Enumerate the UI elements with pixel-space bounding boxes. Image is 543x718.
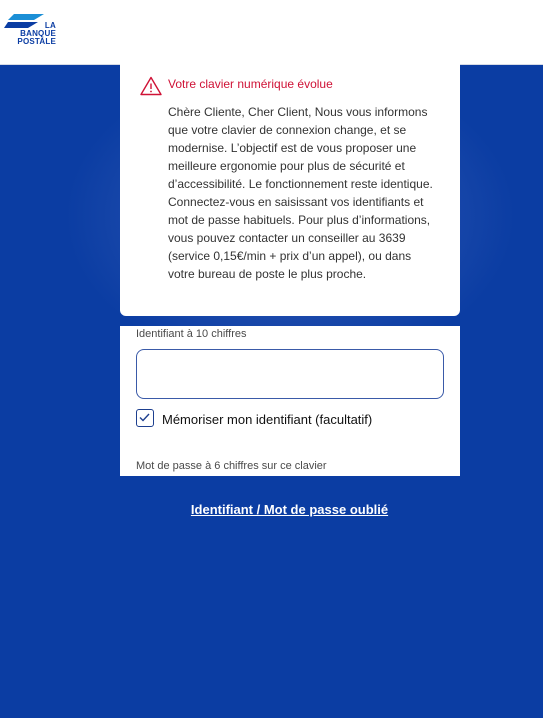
info-notice-card <box>120 60 460 316</box>
warning-triangle-icon <box>140 76 162 96</box>
logo-text: LA BANQUE POSTALE <box>17 21 56 46</box>
identifier-label: Identifiant à 10 chiffres <box>136 328 247 340</box>
forgot-credentials-link[interactable]: Identifiant / Mot de passe oublié <box>190 502 389 517</box>
checkmark-icon <box>137 410 152 425</box>
notice-body: Chère Cliente, Cher Client, Nous vous informons que votre clavier de connexion change, et se modernise. L’objectif est de vous proposer une meilleure ergonomie pour plus de sécurité et d’accessibilité. Le fonctionnement reste identique. Connectez-vous en saisissant vos identifiants et mot de passe habituels. Pour plus d’informations, vous pouvez contacter un conseiller au 3639 (service 0,15€/min + prix d’un appel), ou dans votre bureau de poste le plus proche. <box>168 105 433 281</box>
remember-checkbox[interactable] <box>136 409 154 427</box>
identifier-input[interactable] <box>136 349 444 399</box>
login-form <box>120 326 460 476</box>
notice-title: Votre clavier numérique évolue <box>168 77 333 91</box>
la-banque-postale-logo[interactable] <box>4 12 56 50</box>
password-label: Mot de passe à 6 chiffres sur ce clavier <box>136 460 327 472</box>
site-header <box>0 0 543 65</box>
remember-label[interactable]: Mémoriser mon identifiant (facultatif) <box>162 412 373 427</box>
